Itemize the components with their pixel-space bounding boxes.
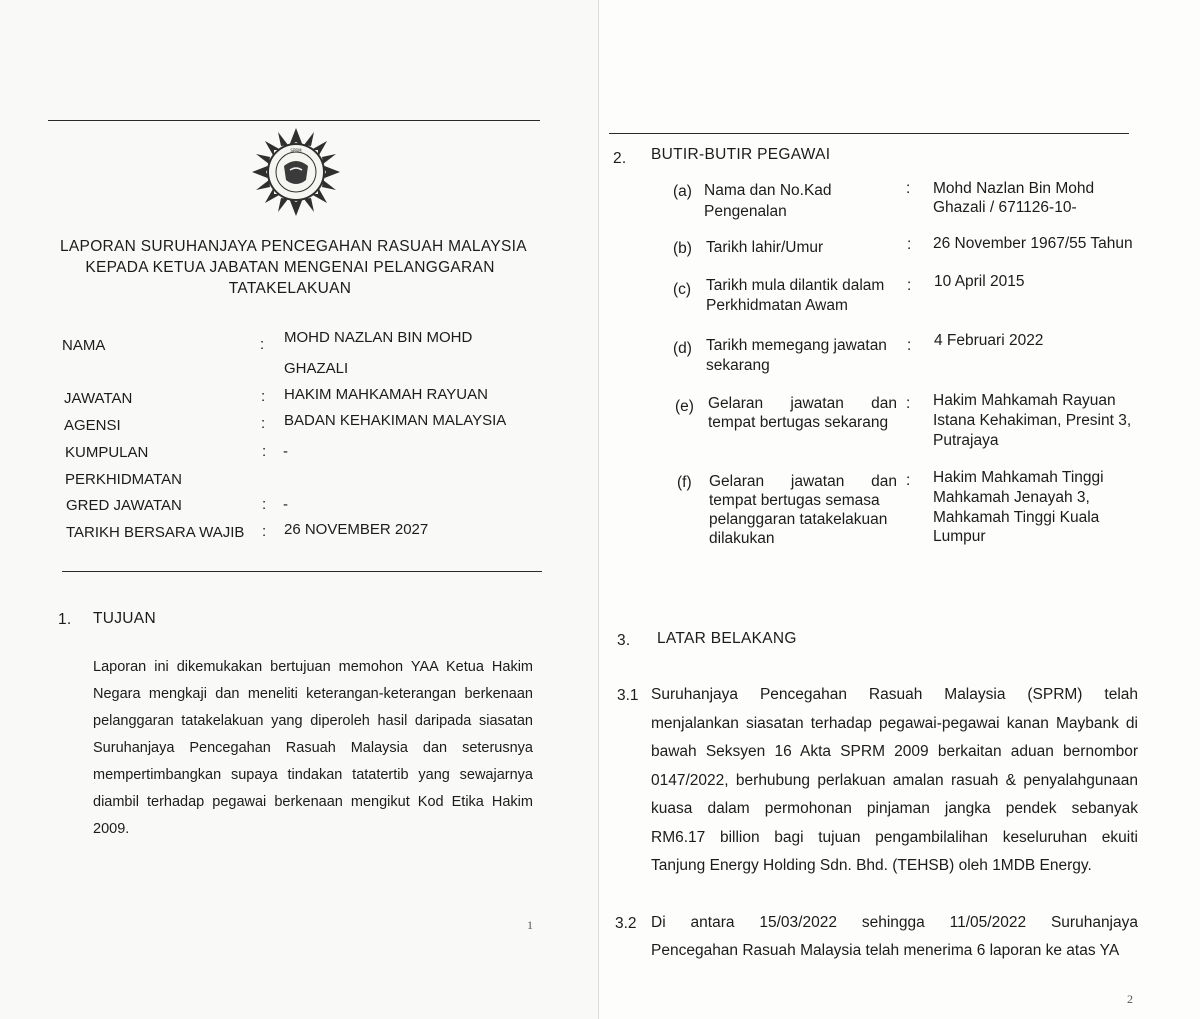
item-c-letter: (c) — [673, 281, 692, 298]
svg-text:SPRM: SPRM — [290, 148, 302, 153]
nama-value-line-2: GHAZALI — [284, 360, 349, 377]
item-e-value-line-1: Hakim Mahkamah Rayuan — [933, 392, 1116, 409]
item-a-colon: : — [906, 180, 911, 197]
para-3-2-line-2: Pencegahan Rasuah Malaysia telah menerima 6 laporan ke atas YA — [651, 942, 1120, 959]
gred-label: GRED JAWATAN — [66, 497, 182, 514]
section-1-line-2: Negara mengkaji dan meneliti keterangan-keterangan berkenaan — [93, 686, 533, 702]
item-e-value-line-3: Putrajaya — [933, 432, 999, 449]
item-a-letter: (a) — [673, 183, 692, 200]
item-a-value-line-2: Ghazali / 671126-10- — [933, 199, 1077, 216]
item-f-value-line-2: Mahkamah Jenayah 3, — [933, 489, 1090, 506]
page-number-1: 1 — [527, 918, 533, 932]
section-1-line-4: Suruhanjaya Pencegahan Rasuah Malaysia dan seterusnya — [93, 740, 533, 756]
item-f-label-line-1: Gelaran jawatan dan — [709, 473, 897, 490]
top-rule — [48, 120, 540, 121]
section-1-number: 1. — [58, 611, 72, 628]
para-3-1-line-4: 0147/2022, berhubung perlakuan amalan rasuah & penyalahgunaan — [651, 772, 1138, 789]
para-3-1-line-7: Tanjung Energy Holding Sdn. Bhd. (TEHSB) oleh 1MDB Energy. — [651, 857, 1092, 874]
item-f-label-line-3: pelanggaran tatakelakuan — [709, 511, 888, 528]
section-1-line-1: Laporan ini dikemukakan bertujuan memohon YAA Ketua Hakim — [93, 659, 533, 675]
item-b-letter: (b) — [673, 240, 692, 257]
nama-label: NAMA — [62, 337, 106, 354]
kumpulan-label-line-1: KUMPULAN — [65, 444, 149, 461]
item-b-label-line-1: Tarikh lahir/Umur — [706, 239, 824, 256]
item-a-label-line-1: Nama dan No.Kad — [704, 182, 832, 199]
nama-value-line-1: MOHD NAZLAN BIN MOHD — [284, 329, 473, 346]
item-d-letter: (d) — [673, 340, 692, 357]
section-2-title: BUTIR-BUTIR PEGAWAI — [651, 146, 831, 163]
agensi-value: BADAN KEHAKIMAN MALAYSIA — [284, 412, 507, 429]
item-c-label-line-2: Perkhidmatan Awam — [706, 297, 848, 314]
para-3-2-number: 3.2 — [615, 915, 637, 932]
sprm-emblem-logo — [250, 126, 342, 218]
item-d-value-line-1: 4 Februari 2022 — [934, 332, 1044, 349]
jawatan-label: JAWATAN — [64, 390, 133, 407]
item-a-value-line-1: Mohd Nazlan Bin Mohd — [933, 180, 1095, 197]
page-2-top-rule — [609, 133, 1129, 134]
section-2-number: 2. — [613, 150, 627, 167]
item-c-colon: : — [907, 277, 912, 294]
item-b-colon: : — [907, 236, 912, 253]
item-c-label-line-1: Tarikh mula dilantik dalam — [706, 277, 885, 294]
gred-value: - — [283, 496, 288, 513]
item-f-value-line-3: Mahkamah Tinggi Kuala — [933, 509, 1100, 526]
document-page-1 — [0, 0, 598, 1019]
para-3-1-line-1: Suruhanjaya Pencegahan Rasuah Malaysia (SPRM) telah — [651, 686, 1138, 703]
kumpulan-label-line-2: PERKHIDMATAN — [65, 471, 182, 488]
item-e-colon: : — [906, 395, 911, 412]
item-d-label-line-1: Tarikh memegang jawatan — [706, 337, 887, 354]
agensi-label: AGENSI — [64, 417, 121, 434]
report-title-line-3: TATAKELAKUAN — [228, 280, 352, 297]
section-3-title: LATAR BELAKANG — [657, 630, 797, 647]
jawatan-value: HAKIM MAHKAMAH RAYUAN — [284, 386, 488, 403]
item-f-colon: : — [906, 472, 911, 489]
para-3-1-line-3: bawah Seksyen 16 Akta SPRM 2009 berkaitan aduan bernombor — [651, 743, 1138, 760]
para-3-1-line-6: RM6.17 billion bagi tujuan pengambilalihan keseluruhan ekuiti — [651, 829, 1138, 846]
item-e-label-line-2: tempat bertugas sekarang — [708, 414, 889, 431]
item-b-value-line-1: 26 November 1967/55 Tahun — [933, 235, 1133, 252]
section-3-number: 3. — [617, 632, 631, 649]
item-e-letter: (e) — [675, 398, 694, 415]
section-1-line-3: pelanggaran tatakelakuan yang diperoleh hasil daripada siasatan — [93, 713, 533, 729]
kumpulan-colon: : — [262, 443, 267, 460]
tarikh-bersara-label: TARIKH BERSARA WAJIB — [66, 524, 245, 541]
page-number-2: 2 — [1127, 992, 1133, 1006]
item-e-label-line-1: Gelaran jawatan dan — [708, 395, 897, 412]
item-f-value-line-4: Lumpur — [933, 528, 986, 545]
item-e-value-line-2: Istana Kehakiman, Presint 3, — [933, 412, 1132, 429]
para-3-1-number: 3.1 — [617, 687, 639, 704]
agensi-colon: : — [261, 415, 266, 432]
jawatan-colon: : — [261, 388, 266, 405]
document-page-2 — [598, 0, 1200, 1019]
item-f-label-line-2: tempat bertugas semasa — [709, 492, 880, 509]
section-1-line-5: mempertimbangkan supaya tindakan tatatertib yang sewajarnya — [93, 767, 533, 783]
item-f-value-line-1: Hakim Mahkamah Tinggi — [933, 469, 1104, 486]
section-1-title: TUJUAN — [93, 610, 156, 627]
report-title-line-1: LAPORAN SURUHANJAYA PENCEGAHAN RASUAH MALAYSIA — [60, 238, 527, 255]
para-3-2-line-1: Di antara 15/03/2022 sehingga 11/05/2022 Suruhanjaya — [651, 914, 1138, 931]
tarikh-bersara-value: 26 NOVEMBER 2027 — [284, 521, 429, 538]
nama-colon: : — [260, 336, 265, 353]
item-f-letter: (f) — [677, 474, 692, 491]
fields-bottom-rule — [62, 571, 542, 572]
kumpulan-value: - — [283, 443, 288, 460]
item-c-value-line-1: 10 April 2015 — [934, 273, 1025, 290]
gred-colon: : — [262, 496, 267, 513]
para-3-1-line-2: menjalankan siasatan terhadap pegawai-pegawai kanan Maybank di — [651, 715, 1138, 732]
item-d-colon: : — [907, 337, 912, 354]
item-a-label-line-2: Pengenalan — [704, 203, 787, 220]
item-f-label-line-4: dilakukan — [709, 530, 775, 547]
para-3-1-line-5: kuasa dalam permohonan pinjaman jangka pendek sebanyak — [651, 800, 1138, 817]
section-1-line-6: diambil terhadap pegawai berkenaan mengikut Kod Etika Hakim — [93, 794, 533, 810]
item-d-label-line-2: sekarang — [706, 357, 770, 374]
section-1-line-7: 2009. — [93, 821, 130, 837]
report-title-line-2: KEPADA KETUA JABATAN MENGENAI PELANGGARAN — [85, 259, 495, 276]
tarikh-bersara-colon: : — [262, 523, 267, 540]
